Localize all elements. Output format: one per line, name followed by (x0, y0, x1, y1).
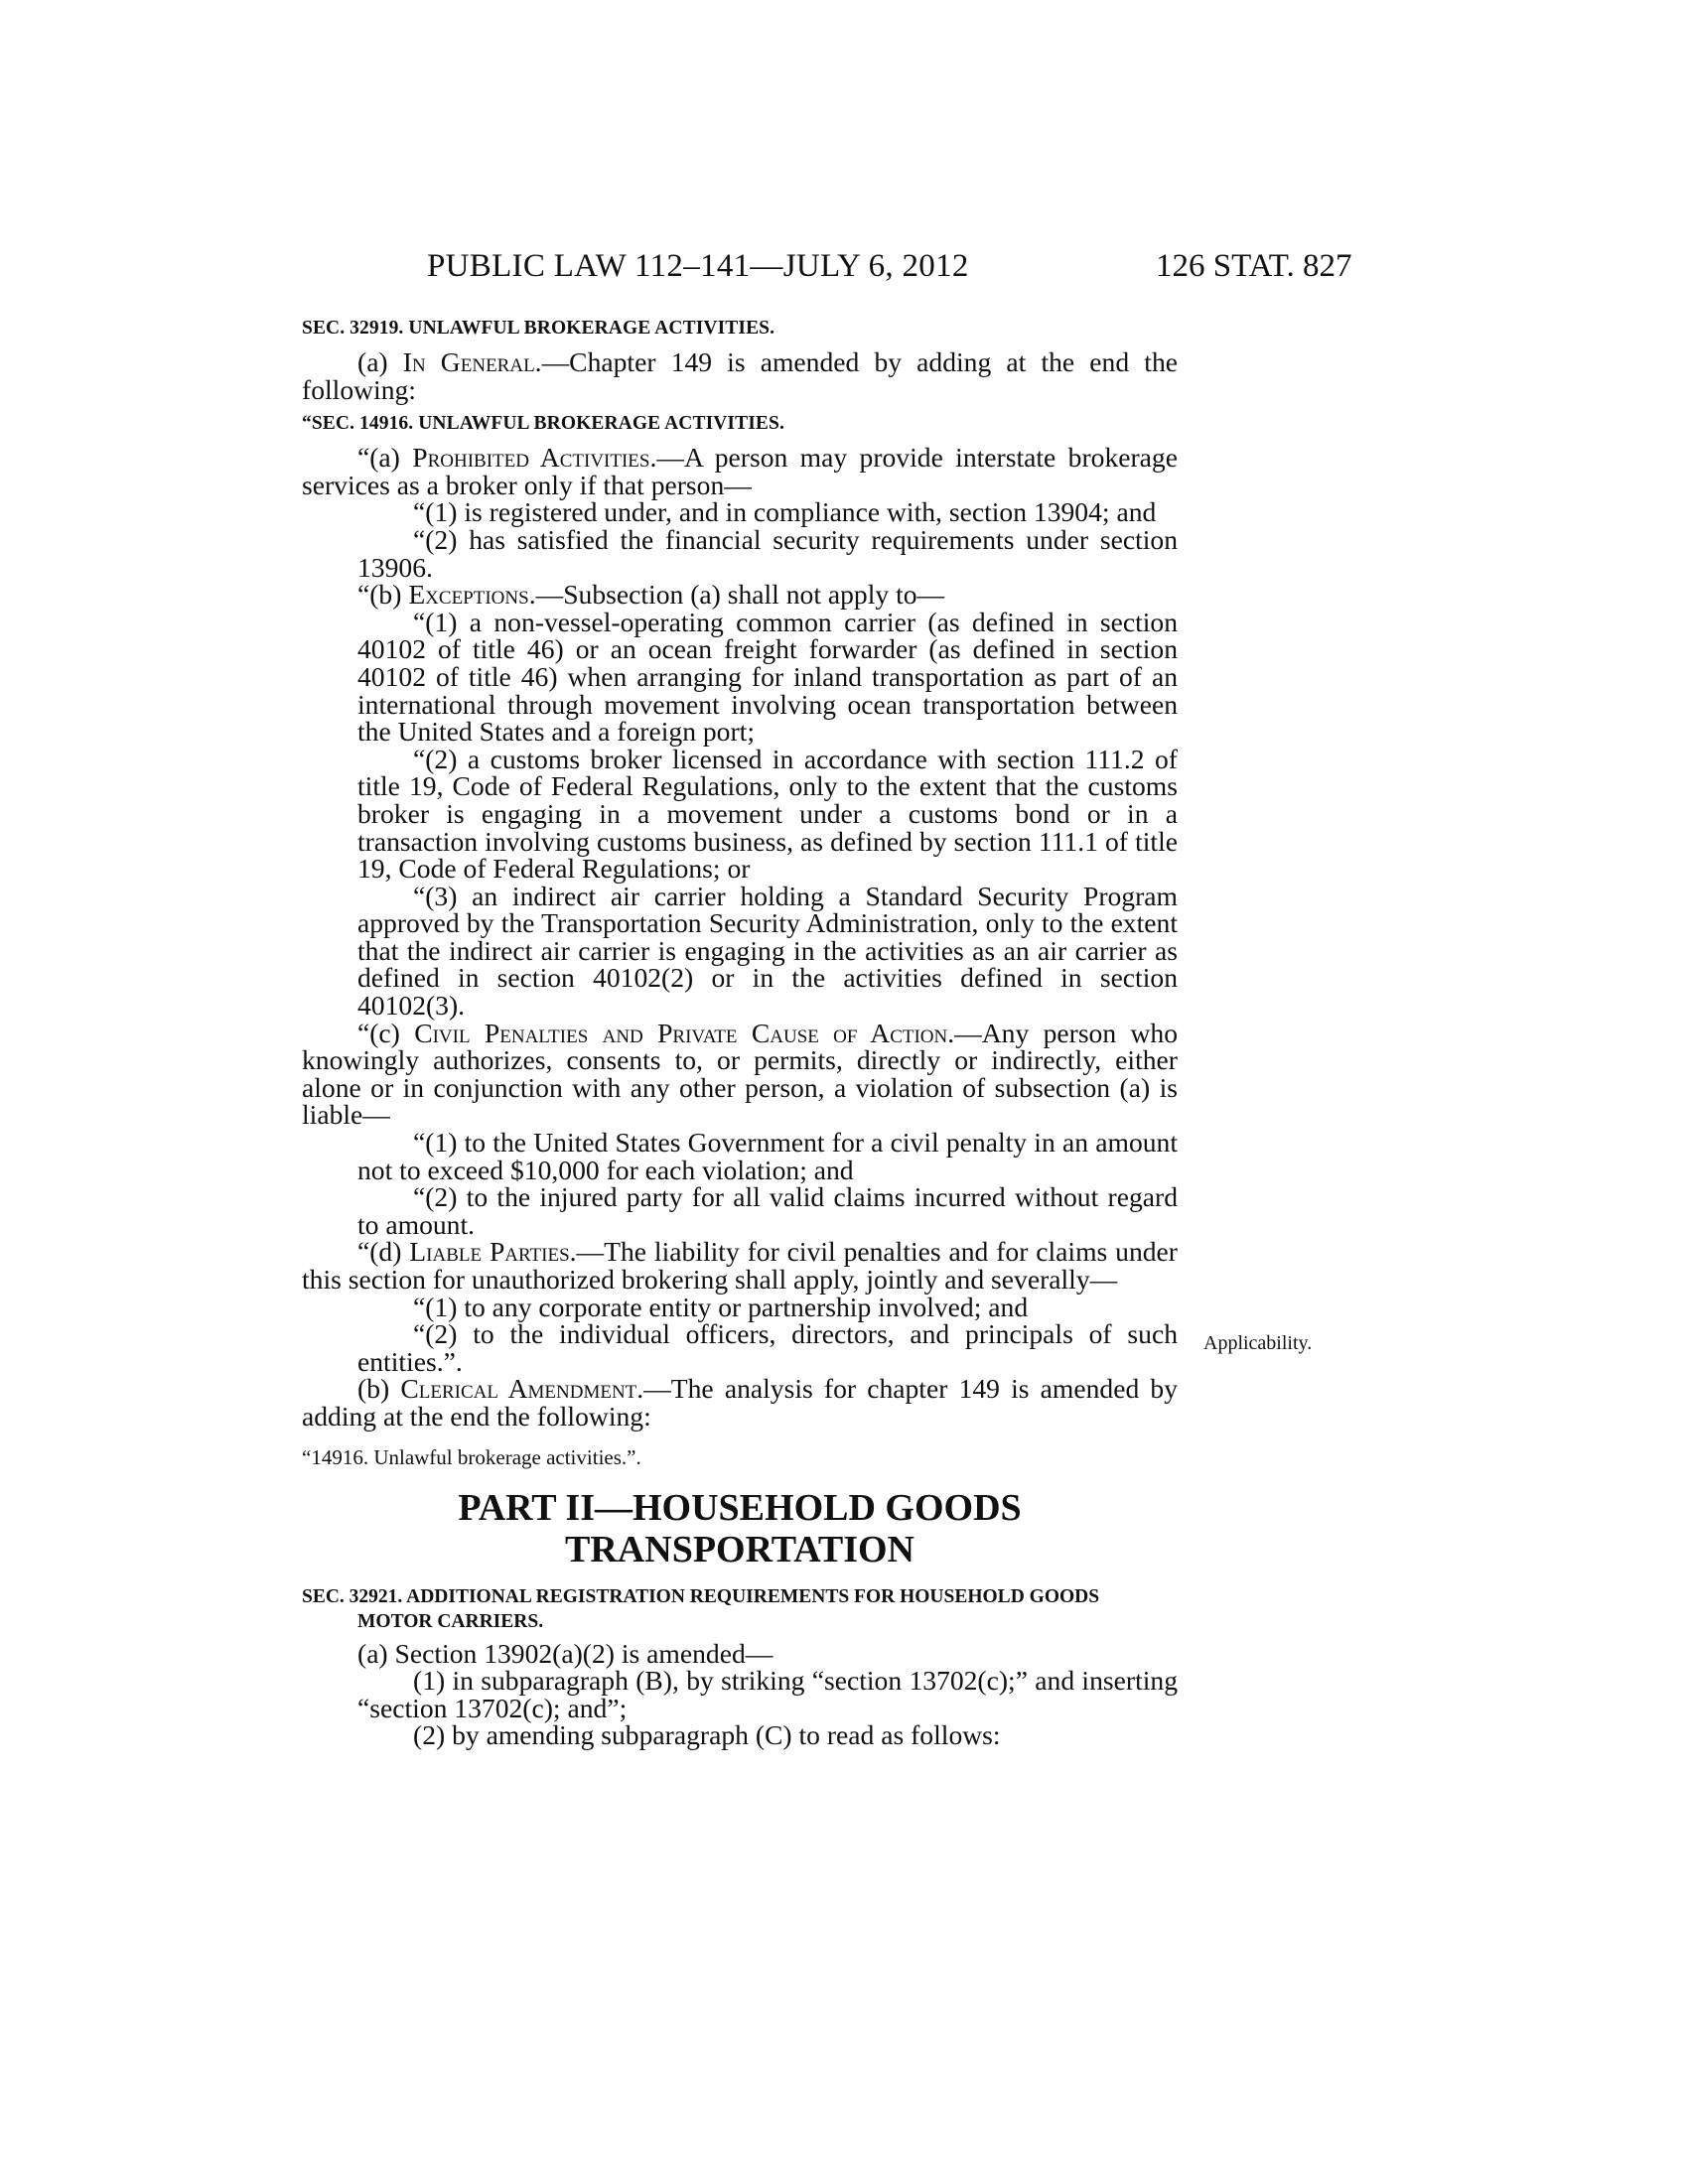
paragraph-caption: In General (402, 346, 535, 377)
paragraph-text: .—Chapter 149 is amended by adding at the end the following: (302, 346, 1178, 405)
document-body (302, 316, 1178, 1749)
paragraph-a-prohibited (302, 444, 1178, 498)
paragraph-caption: Prohibited Activities (412, 442, 650, 474)
clause-d2: “(2) to the individual officers, directors, and principals of such entities.”. (357, 1318, 1178, 1377)
stat-page-number: 126 STAT. 827 (1156, 248, 1352, 284)
paragraph-label: “(d) (357, 1236, 410, 1268)
paragraph-text: .—The analysis for chapter 149 is amended by adding at the end the following: (302, 1373, 1178, 1432)
paragraph-label: (b) (357, 1373, 401, 1405)
paragraph-b-clerical (302, 1375, 1178, 1430)
paragraph-label: “(a) (357, 442, 413, 474)
section-heading: SEC. 32921. ADDITIONAL REGISTRATION REQUIREMENTS FOR HOUSEHOLD GOODS MOTOR CARRIERS. (302, 1585, 1100, 1632)
paragraph-caption: Exceptions (408, 579, 529, 611)
clause-c1: “(1) to the United States Government for a civil penalty in an amount not to exceed $10,000 for each violation; and (357, 1127, 1178, 1185)
paragraph-label: (a) (357, 346, 403, 377)
clause-section-a2: (2) by amending subparagraph (C) to read as follows: (413, 1719, 1001, 1751)
clause-a1: “(1) is registered under, and in compliance with, section 13904; and (413, 496, 1157, 528)
clause-a2: “(2) has satisfied the financial security requirements under section 13906. (357, 523, 1178, 583)
paragraph-text: .—Any person who knowingly authorizes, consents to, or permits, directly or indirectly, either alone or in conjunction with any other person, a violation of subsection (a) is liable— (302, 1017, 1178, 1131)
part-title (302, 1487, 1178, 1570)
paragraph-label: “(b) (357, 579, 409, 611)
paragraph-d-liable-parties (302, 1238, 1178, 1293)
page-title: PUBLIC LAW 112–141—JULY 6, 2012 (427, 248, 969, 284)
quoted-section-heading: “SEC. 14916. UNLAWFUL BROKERAGE ACTIVITIES. (302, 413, 784, 435)
paragraph-text: .—The liability for civil penalties and for claims under this section for unauthorized brokering shall apply, jointly and severally— (302, 1236, 1178, 1295)
clause-d1: “(1) to any corporate entity or partnership involved; and (413, 1291, 1029, 1322)
paragraph-a-general (302, 348, 1178, 403)
section-heading: SEC. 32919. UNLAWFUL BROKERAGE ACTIVITIES. (302, 318, 775, 339)
clause-c2: “(2) to the injured party for all valid claims incurred without regard to amount. (357, 1181, 1178, 1240)
clause-section-a1: (1) in subparagraph (B), by striking “section 13702(c);” and inserting “section 13702(c); and”; (357, 1665, 1178, 1723)
paragraph-caption: Liable Parties (409, 1236, 570, 1268)
clause-b2: “(2) a customs broker licensed in accordance with section 111.2 of title 19, Code of Federal Regulations, only to the extent that the customs broker is engaging in a movement under a customs bond or in a transaction involving customs business, as defined by section 111.1 of title 19, Code of Federal Regulations; or (357, 743, 1178, 885)
running-head (0, 248, 1688, 288)
paragraph-b-exceptions (302, 581, 1178, 609)
margin-note: Applicability. (1203, 1332, 1313, 1354)
paragraph-text: .—A person may provide interstate brokerage services as a broker only if that person— (302, 442, 1178, 500)
paragraph-label: “(c) (357, 1017, 415, 1048)
paragraph-c-civil-penalties (302, 1017, 1178, 1131)
table-of-contents-entry: “14916. Unlawful brokerage activities.”. (302, 1444, 641, 1469)
part-title-line: PART II—HOUSEHOLD GOODS (458, 1486, 1022, 1529)
paragraph-caption: Clerical Amendment (400, 1373, 637, 1405)
clause-b3: “(3) an indirect air carrier holding a Standard Security Program approved by the Transportation Security Administration, only to the extent that the indirect air carrier is engaging in the activities as an air carrier as defined in section 40102(2) or in the activities defined in section 40102(3). (357, 880, 1178, 1022)
paragraph-caption: Civil Penalties and Private Cause of Action (414, 1017, 948, 1048)
paragraph-section-a: (a) Section 13902(a)(2) is amended— (357, 1637, 774, 1669)
paragraph-text: .—Subsection (a) shall not apply to— (528, 579, 945, 611)
part-title-line: TRANSPORTATION (565, 1528, 914, 1570)
clause-b1: “(1) a non-vessel-operating common carrier (as defined in section 40102 of title 46) or an ocean freight forwarder (as defined in section 40102 of title 46) when arranging for inland transportation as part of an international through movement involving ocean transportation between the United States and a foreign port; (357, 606, 1178, 748)
